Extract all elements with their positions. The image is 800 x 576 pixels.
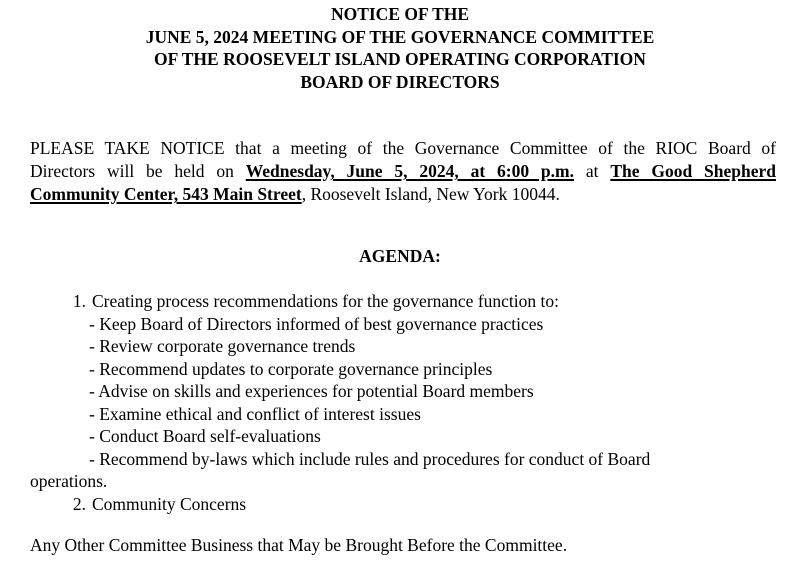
title-line-3: OF THE ROOSEVELT ISLAND OPERATING CORPORATION bbox=[154, 49, 646, 69]
agenda-heading: AGENDA: bbox=[359, 246, 441, 266]
notice-line-1: PLEASE TAKE NOTICE that a meeting of the Governance Committee of the RIOC Board of bbox=[30, 138, 776, 158]
notice-line-2 bbox=[30, 160, 776, 183]
agenda-sub-item: - Conduct Board self-evaluations bbox=[89, 426, 321, 446]
closing-statement: Any Other Committee Business that May be Brought Before the Committee. bbox=[30, 535, 568, 555]
agenda-sub-item-continuation: operations. bbox=[30, 471, 108, 491]
meeting-venue-part-1: The Good Shepherd bbox=[610, 161, 777, 181]
agenda-sub-item: - Keep Board of Directors informed of best governance practices bbox=[89, 313, 544, 334]
agenda-sub-item: - Examine ethical and conflict of interest issues bbox=[89, 403, 421, 424]
agenda-item-2-text: Community Concerns bbox=[92, 493, 247, 514]
agenda-item-1 bbox=[30, 290, 780, 313]
agenda-sub-item: - Recommend updates to corporate governance principles bbox=[89, 358, 493, 379]
notice-line-2-lead: Directors will be held on bbox=[30, 161, 246, 181]
agenda-sub-item: - Recommend by-laws which include rules and procedures for conduct of Board bbox=[89, 448, 651, 469]
title-line-2: JUNE 5, 2024 MEETING OF THE GOVERNANCE COMMITTEE bbox=[145, 26, 655, 47]
agenda-sub-item: - Advise on skills and experiences for potential Board members bbox=[89, 381, 534, 401]
notice-line-2-mid: at bbox=[574, 161, 611, 181]
agenda-item-1-number: 1. bbox=[72, 291, 86, 311]
title-line-1: NOTICE OF THE bbox=[330, 4, 470, 24]
notice-title bbox=[0, 3, 800, 93]
agenda-item-2-number: 2. bbox=[72, 493, 86, 514]
meeting-venue-part-2: Community Center, 543 Main Street bbox=[30, 184, 302, 204]
agenda-item-2 bbox=[30, 493, 780, 516]
agenda-item-1-text: Creating process recommendations for the governance function to: bbox=[92, 291, 559, 311]
agenda-list bbox=[30, 290, 780, 515]
title-line-4: BOARD OF DIRECTORS bbox=[300, 71, 500, 92]
meeting-date-time: Wednesday, June 5, 2024, at 6:00 p.m. bbox=[245, 161, 574, 181]
meeting-location-tail: , Roosevelt Island, New York 10044. bbox=[301, 184, 560, 204]
notice-paragraph bbox=[30, 137, 776, 206]
agenda-sub-item: - Review corporate governance trends bbox=[89, 336, 356, 356]
notice-line-3 bbox=[30, 183, 776, 206]
